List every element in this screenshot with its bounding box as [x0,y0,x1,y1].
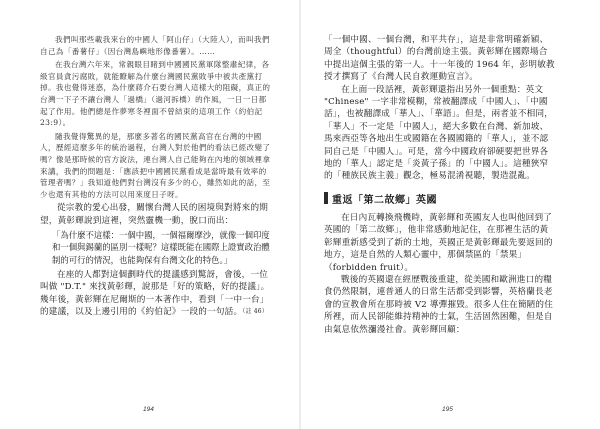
reference-mark: （註 46） [242,307,269,315]
page-number: 194 [143,406,154,413]
body-paragraph [40,269,272,319]
right-page [300,0,600,429]
body-text: 在座的人都對這個劃時代的提議感到驚訝，會後，一位叫做 "D.T." 來找黃彰輝，說那是「好的策略，好的提議」。幾年後，黃彰輝在尼爾斯的一本著作中，看到「一中一台」的建議，以及上邊引用的《約伯記》一段的一句話。 [40,269,270,317]
quote-paragraph: 我們叫那些載我來台的中國人「阿山仔」（大陸人），而叫我們自己為「番薯仔」（因台灣島嶼地形像番薯）。…… [40,35,270,56]
quote-paragraph: 隨我覺得驚異的是，那麼多著名的國民黨高官在台灣的中國人，歷經這麼多年的統治過程，台灣人對於他們的看法已經改變了嗎？像是那時候的官方說法，連台灣人自己能夠在內地的領域裡拿來講，我們的問題是：「應該把中國國民黨看成是當時最有效率的管理者嗎？」我知道他們對台灣沒有多少的心，雖然如此的話，至少也還有其他的方法可以用來度日子呀。 [40,131,271,199]
body-paragraph: 從宗教的愛心出發，關懷台灣人民的困境與對將來的期望，黃彰輝說到這裡，突然靈機一動，脫口而出： [40,203,269,226]
body-paragraph: 戰後的英國還在經歷戰後重建，從美國和歐洲進口的糧食仍然限制，連普通人的日常生活都受到影響，英格蘭長老會的宣教會所在那時被 V2 導彈摧毀。很多人住在簡陋的住所裡，而人民卻能維持精神的士氣，生活固然困難，但是自由氣息依然瀰漫社會。黃彰輝回顧： [324,274,553,335]
heading-bar-icon [324,192,328,204]
right-text-column [324,34,556,336]
block-quote [40,229,272,266]
body-paragraph: 「一個中國、一個台灣，和平共存」，這是非常明確新穎、周全（thoughtful）的台灣前途主張。黃彰輝在國際場合中提出這個主張的第一人。十一年後的 1964 年，彭明敏教授才撰寫了《台灣人民自救運動宣言》。 [324,35,555,83]
quote-paragraph: 在我台灣六年來，常親眼目睹到中國國民黨軍隊整肅紀律，各級官員貪污腐敗，就能瞭解為什麼台灣國民黨敗爭中被共產黨打掉。我也覺得迷惑，為什麼蔣介石要台灣人這樣大的阻礙，真正的台灣一下子不讓台灣人「過橋」（過河拆橋）的作風，一日一日都起了作用。他們總是作夢寒冬裡面不曾結束的這項工作（約伯記23:9）。 [40,60,271,128]
section-title: 重返「第二故鄉」英國 [332,194,437,206]
page-number: 195 [442,406,453,413]
body-paragraph: 在上面一段話裡，黃彰輝還指出另外一個重點：英文 "Chinese" 一字非常模糊，常被翻譯成「中國人」、「中國話」，也被翻譯成「華人」、「華語」。但是，兩者並不相同，「華人」不一定是「中國人」，絕大多數在台灣、新加坡、馬來西亞等各地出生或國籍在各國國籍的「華人」，並不認同自己是「中國人」。可是，當今中國政府卻硬要把世界各地的「華人」認定是「炎黃子孫」的「中國人」。這種狹窄的「種族民族主義」觀念，極易混淆視聽，製造混亂。 [324,84,554,182]
block-quote-text: 「為什麼不這樣：一個中國，一個福爾摩沙，就像一個印度和一個與錫蘭的區別一樣呢？這樣既能在國際上證實政治體制的可行的情況，也能夠保有台灣文化的特色。」 [52,230,270,265]
section-heading [324,191,556,206]
body-paragraph: 在日內瓦轉換飛機時，黃彰輝和英國友人也叫他回到了英國的「第二故鄉」，他非常感動地記住，在那裡生活的黃彰輝重新感受到了新的土地，英國正是黃彰輝最先要返回的地方，這是自然的人類心靈中，那個禁區的「禁果」（forbidden fruit）。 [324,212,553,273]
left-text-column [40,34,272,318]
